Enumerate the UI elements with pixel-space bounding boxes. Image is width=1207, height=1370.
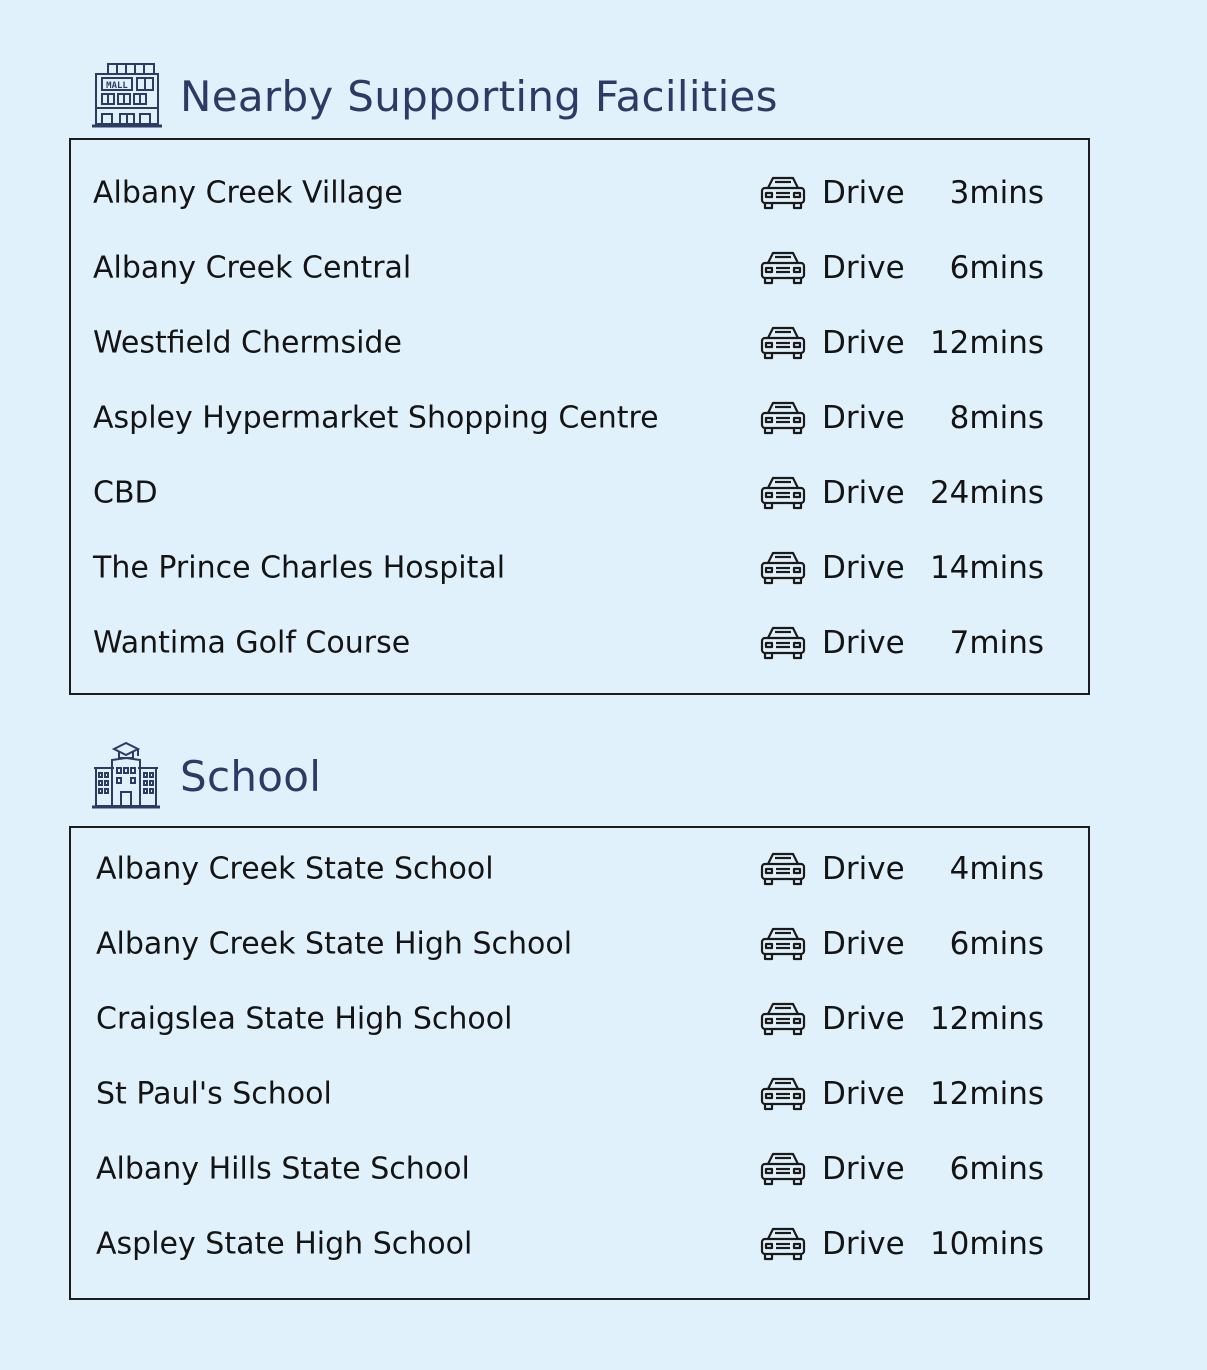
- travel-mode: Drive: [822, 1076, 905, 1112]
- list-item: [71, 920, 1088, 968]
- travel-mode: Drive: [822, 475, 905, 511]
- travel-mode: Drive: [822, 1151, 905, 1187]
- travel-mode: Drive: [822, 851, 905, 887]
- list-item: [71, 169, 1088, 217]
- list-item: [71, 845, 1088, 893]
- school-list: [69, 826, 1090, 1300]
- school-heading: [90, 740, 321, 812]
- facility-name: CBD: [93, 475, 158, 511]
- travel-time: 4mins: [949, 851, 1044, 887]
- facilities-heading: [90, 60, 778, 132]
- car-icon: [759, 1225, 807, 1263]
- car-icon: [759, 549, 807, 587]
- list-item: [71, 1145, 1088, 1193]
- travel-time: 6mins: [949, 250, 1044, 286]
- car-icon: [759, 1000, 807, 1038]
- school-name: Albany Creek State High School: [96, 926, 573, 962]
- facility-name: Aspley Hypermarket Shopping Centre: [93, 400, 659, 436]
- travel-time: 24mins: [929, 475, 1044, 511]
- travel-time: 12mins: [929, 325, 1044, 361]
- travel-time: 14mins: [929, 550, 1044, 586]
- school-name: Albany Hills State School: [96, 1151, 470, 1187]
- list-item: [71, 995, 1088, 1043]
- car-icon: [759, 624, 807, 662]
- travel-time: 6mins: [949, 1151, 1044, 1187]
- facility-name: Albany Creek Central: [93, 250, 412, 286]
- list-item: [71, 469, 1088, 517]
- travel-mode: Drive: [822, 550, 905, 586]
- facility-name: The Prince Charles Hospital: [93, 550, 506, 586]
- travel-time: 3mins: [949, 175, 1044, 211]
- travel-time: 7mins: [949, 625, 1044, 661]
- car-icon: [759, 324, 807, 362]
- school-name: St Paul's School: [96, 1076, 332, 1112]
- travel-time: 8mins: [949, 400, 1044, 436]
- facilities-list: [69, 138, 1090, 695]
- list-item: [71, 394, 1088, 442]
- facilities-title: Nearby Supporting Facilities: [180, 71, 778, 121]
- car-icon: [759, 474, 807, 512]
- list-item: [71, 319, 1088, 367]
- travel-time: 10mins: [929, 1226, 1044, 1262]
- facility-name: Westfield Chermside: [93, 325, 402, 361]
- car-icon: [759, 850, 807, 888]
- list-item: [71, 544, 1088, 592]
- travel-mode: Drive: [822, 1001, 905, 1037]
- car-icon: [759, 925, 807, 963]
- school-name: Craigslea State High School: [96, 1001, 513, 1037]
- travel-mode: Drive: [822, 625, 905, 661]
- travel-mode: Drive: [822, 1226, 905, 1262]
- travel-mode: Drive: [822, 325, 905, 361]
- car-icon: [759, 249, 807, 287]
- school-name: Albany Creek State School: [96, 851, 494, 887]
- travel-mode: Drive: [822, 175, 905, 211]
- school-name: Aspley State High School: [96, 1226, 473, 1262]
- school-building-icon: [90, 740, 162, 812]
- travel-mode: Drive: [822, 250, 905, 286]
- list-item: [71, 244, 1088, 292]
- mall-building-icon: [90, 60, 162, 132]
- list-item: [71, 1220, 1088, 1268]
- car-icon: [759, 174, 807, 212]
- facility-name: Wantima Golf Course: [93, 625, 411, 661]
- svg-text:MALL: MALL: [106, 81, 128, 91]
- car-icon: [759, 1150, 807, 1188]
- car-icon: [759, 399, 807, 437]
- travel-time: 12mins: [929, 1001, 1044, 1037]
- list-item: [71, 1070, 1088, 1118]
- car-icon: [759, 1075, 807, 1113]
- list-item: [71, 619, 1088, 667]
- travel-mode: Drive: [822, 926, 905, 962]
- travel-mode: Drive: [822, 400, 905, 436]
- school-title: School: [180, 751, 322, 801]
- travel-time: 6mins: [949, 926, 1044, 962]
- travel-time: 12mins: [929, 1076, 1044, 1112]
- facility-name: Albany Creek Village: [93, 175, 403, 211]
